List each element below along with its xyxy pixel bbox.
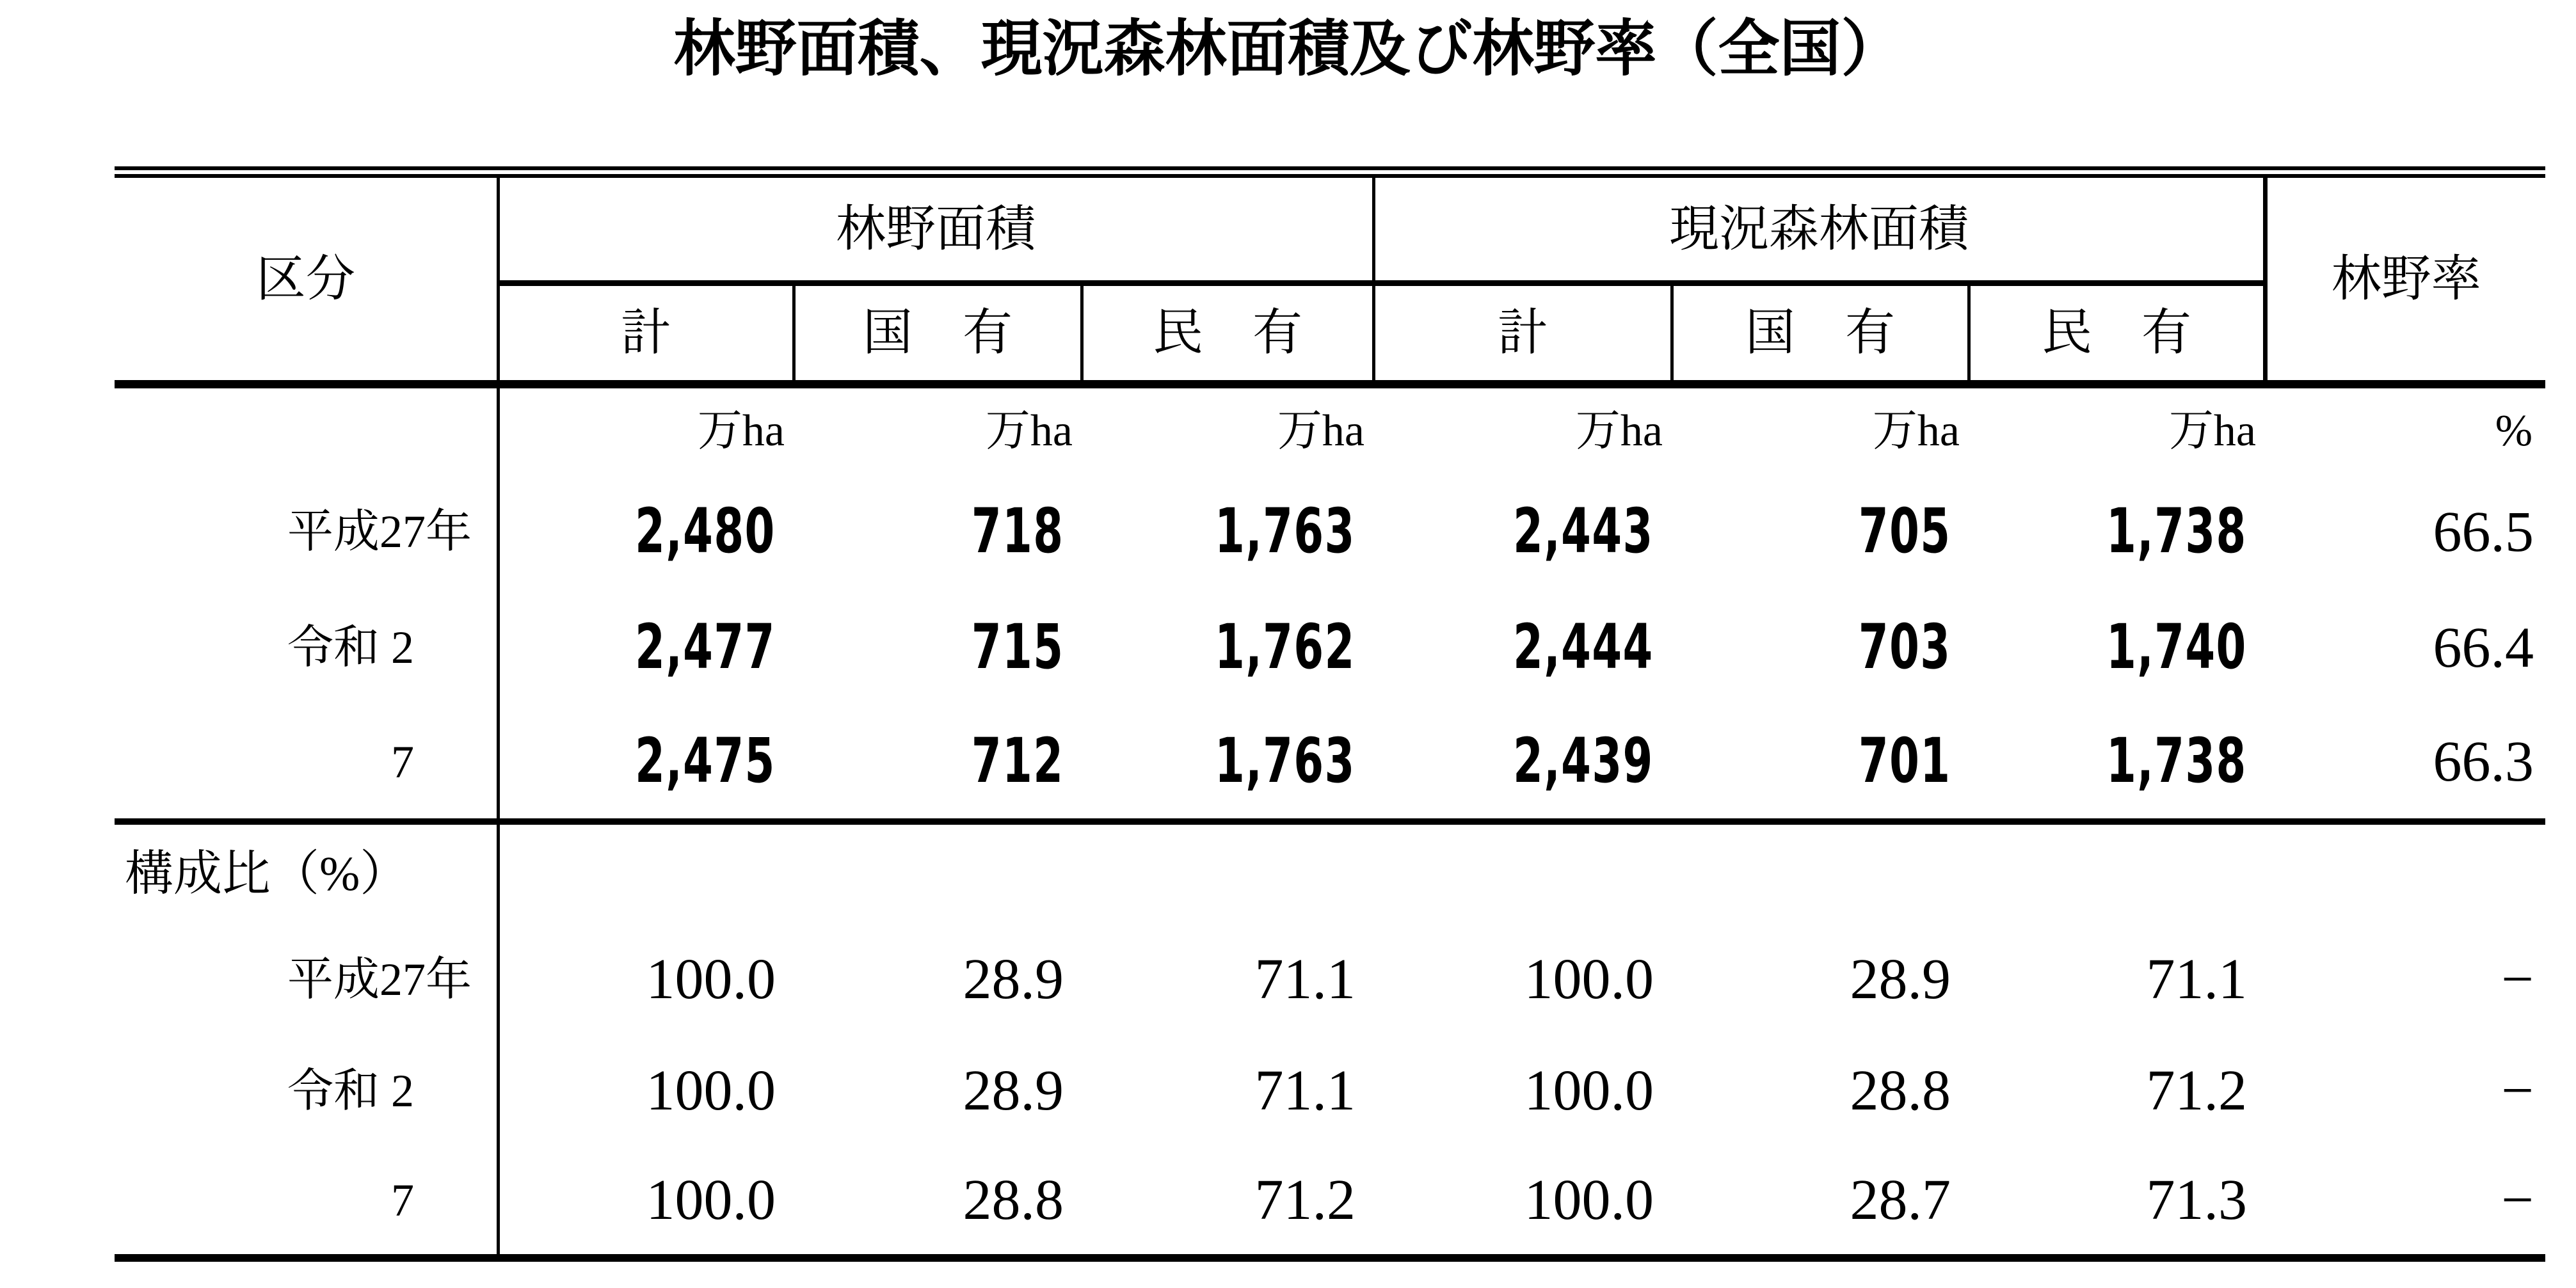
- header-row-groups: [115, 172, 2545, 283]
- ratio-cell: 28.8: [794, 1147, 1082, 1258]
- value-row-r2: [115, 590, 2545, 706]
- header-group-forest-land-area: 林野面積: [498, 172, 1373, 283]
- value-row-r7: [115, 706, 2545, 822]
- value-cell: [1969, 474, 2265, 590]
- ratio-cell: 71.2: [2146, 1059, 2248, 1123]
- row-label: 7: [115, 706, 498, 822]
- subheader-national-1: 国 有: [794, 283, 1082, 384]
- subheader-total-1: 計: [498, 283, 794, 384]
- value-number: 1,740: [2106, 610, 2248, 683]
- value-number: 2,439: [1513, 725, 1654, 797]
- subheader-private-1: 民 有: [1082, 283, 1373, 384]
- value-number: 2,477: [635, 610, 776, 683]
- ratio-rate-dash: −: [2265, 1147, 2545, 1258]
- rate-cell: 66.4: [2433, 616, 2534, 680]
- value-cell: [1672, 590, 1969, 706]
- ratio-cell: 100.0: [1524, 948, 1654, 1012]
- ratio-rate-dash: −: [2501, 948, 2534, 1012]
- unit-label: 万ha: [697, 406, 785, 456]
- value-number: 2,475: [635, 725, 776, 797]
- ratio-row-h27: [115, 924, 2545, 1035]
- unit-row: [115, 384, 2545, 474]
- value-cell: [498, 590, 794, 706]
- ratio-cell: 28.9: [1850, 948, 1951, 1012]
- rate-cell: 66.5: [2433, 500, 2534, 564]
- value-number: 715: [971, 610, 1064, 683]
- value-cell: [1373, 474, 1672, 590]
- value-cell: [794, 706, 1082, 822]
- unit-label: 万ha: [1872, 406, 1960, 456]
- ratio-section-label-row: [115, 822, 2545, 924]
- unit-label: 万ha: [985, 406, 1073, 456]
- value-cell: [1672, 706, 1969, 822]
- unit-label: 万ha: [2168, 406, 2257, 456]
- subheader-private-2: 民 有: [1969, 283, 2265, 384]
- ratio-section-label: 構成比（%）: [115, 822, 498, 924]
- value-cell: [1082, 474, 1373, 590]
- value-cell: [794, 474, 1082, 590]
- value-number: 718: [971, 495, 1064, 567]
- unit-label: 万ha: [1575, 406, 1663, 456]
- ratio-cell: 71.2: [1082, 1147, 1373, 1258]
- ratio-cell: 28.7: [1672, 1147, 1969, 1258]
- value-cell: [1672, 474, 1969, 590]
- ratio-row-r2: [115, 1035, 2545, 1147]
- value-cell: [1373, 706, 1672, 822]
- row-label: 平成27年: [115, 924, 498, 1035]
- header-category: 区分: [115, 172, 498, 384]
- unit-label: 万ha: [1277, 406, 1364, 456]
- value-cell: [1082, 590, 1373, 706]
- value-number: 705: [1858, 495, 1951, 567]
- ratio-cell: 71.3: [1969, 1147, 2265, 1258]
- row-label: 令和 2: [115, 1035, 498, 1147]
- value-number: 2,444: [1513, 610, 1654, 683]
- value-number: 1,738: [2106, 495, 2248, 567]
- ratio-cell: 100.0: [646, 948, 776, 1012]
- value-cell: [1969, 706, 2265, 822]
- value-cell: [498, 474, 794, 590]
- ratio-section-label-filler: [498, 822, 2545, 924]
- value-number: 703: [1858, 610, 1951, 683]
- value-cell: [1969, 590, 2265, 706]
- row-label: 令和 2: [115, 590, 498, 706]
- subheader-national-2: 国 有: [1672, 283, 1969, 384]
- row-label: 平成27年: [115, 474, 498, 590]
- subheader-total-2: 計: [1373, 283, 1672, 384]
- ratio-cell: 100.0: [498, 1147, 794, 1258]
- ratio-cell: 28.9: [963, 1059, 1064, 1123]
- value-cell: [794, 590, 1082, 706]
- ratio-row-r7: [115, 1147, 2545, 1258]
- value-row-h27: [115, 474, 2545, 590]
- row-label: 7: [115, 1147, 498, 1258]
- unit-label-percent: %: [2495, 406, 2533, 456]
- rate-cell: 66.3: [2265, 706, 2545, 822]
- value-number: 1,763: [1215, 725, 1356, 797]
- value-number: 712: [971, 725, 1064, 797]
- unit-row-spacer: [115, 384, 498, 474]
- ratio-cell: 28.8: [1850, 1059, 1951, 1123]
- ratio-cell: 100.0: [646, 1059, 776, 1123]
- ratio-cell: 71.1: [1254, 948, 1356, 1012]
- value-number: 2,480: [635, 495, 776, 567]
- value-number: 1,763: [1215, 495, 1356, 567]
- value-cell: [1373, 590, 1672, 706]
- value-number: 701: [1858, 725, 1951, 797]
- page-title: 林野面積、現況森林面積及び林野率（全国）: [673, 13, 1903, 84]
- ratio-cell: 71.1: [1254, 1059, 1356, 1123]
- ratio-cell: 71.1: [2146, 948, 2248, 1012]
- value-cell: [498, 706, 794, 822]
- value-number: 1,762: [1215, 610, 1356, 683]
- header-group-current-forest-area: 現況森林面積: [1373, 172, 2265, 283]
- value-number: 1,738: [2106, 725, 2248, 797]
- value-number: 2,443: [1513, 495, 1654, 567]
- forest-area-table: [115, 166, 2545, 1262]
- ratio-cell: 100.0: [1524, 1059, 1654, 1123]
- ratio-cell: 28.9: [963, 948, 1064, 1012]
- ratio-rate-dash: −: [2501, 1059, 2534, 1123]
- ratio-cell: 100.0: [1373, 1147, 1672, 1258]
- header-forest-land-rate: 林野率: [2265, 172, 2545, 384]
- value-cell: [1082, 706, 1373, 822]
